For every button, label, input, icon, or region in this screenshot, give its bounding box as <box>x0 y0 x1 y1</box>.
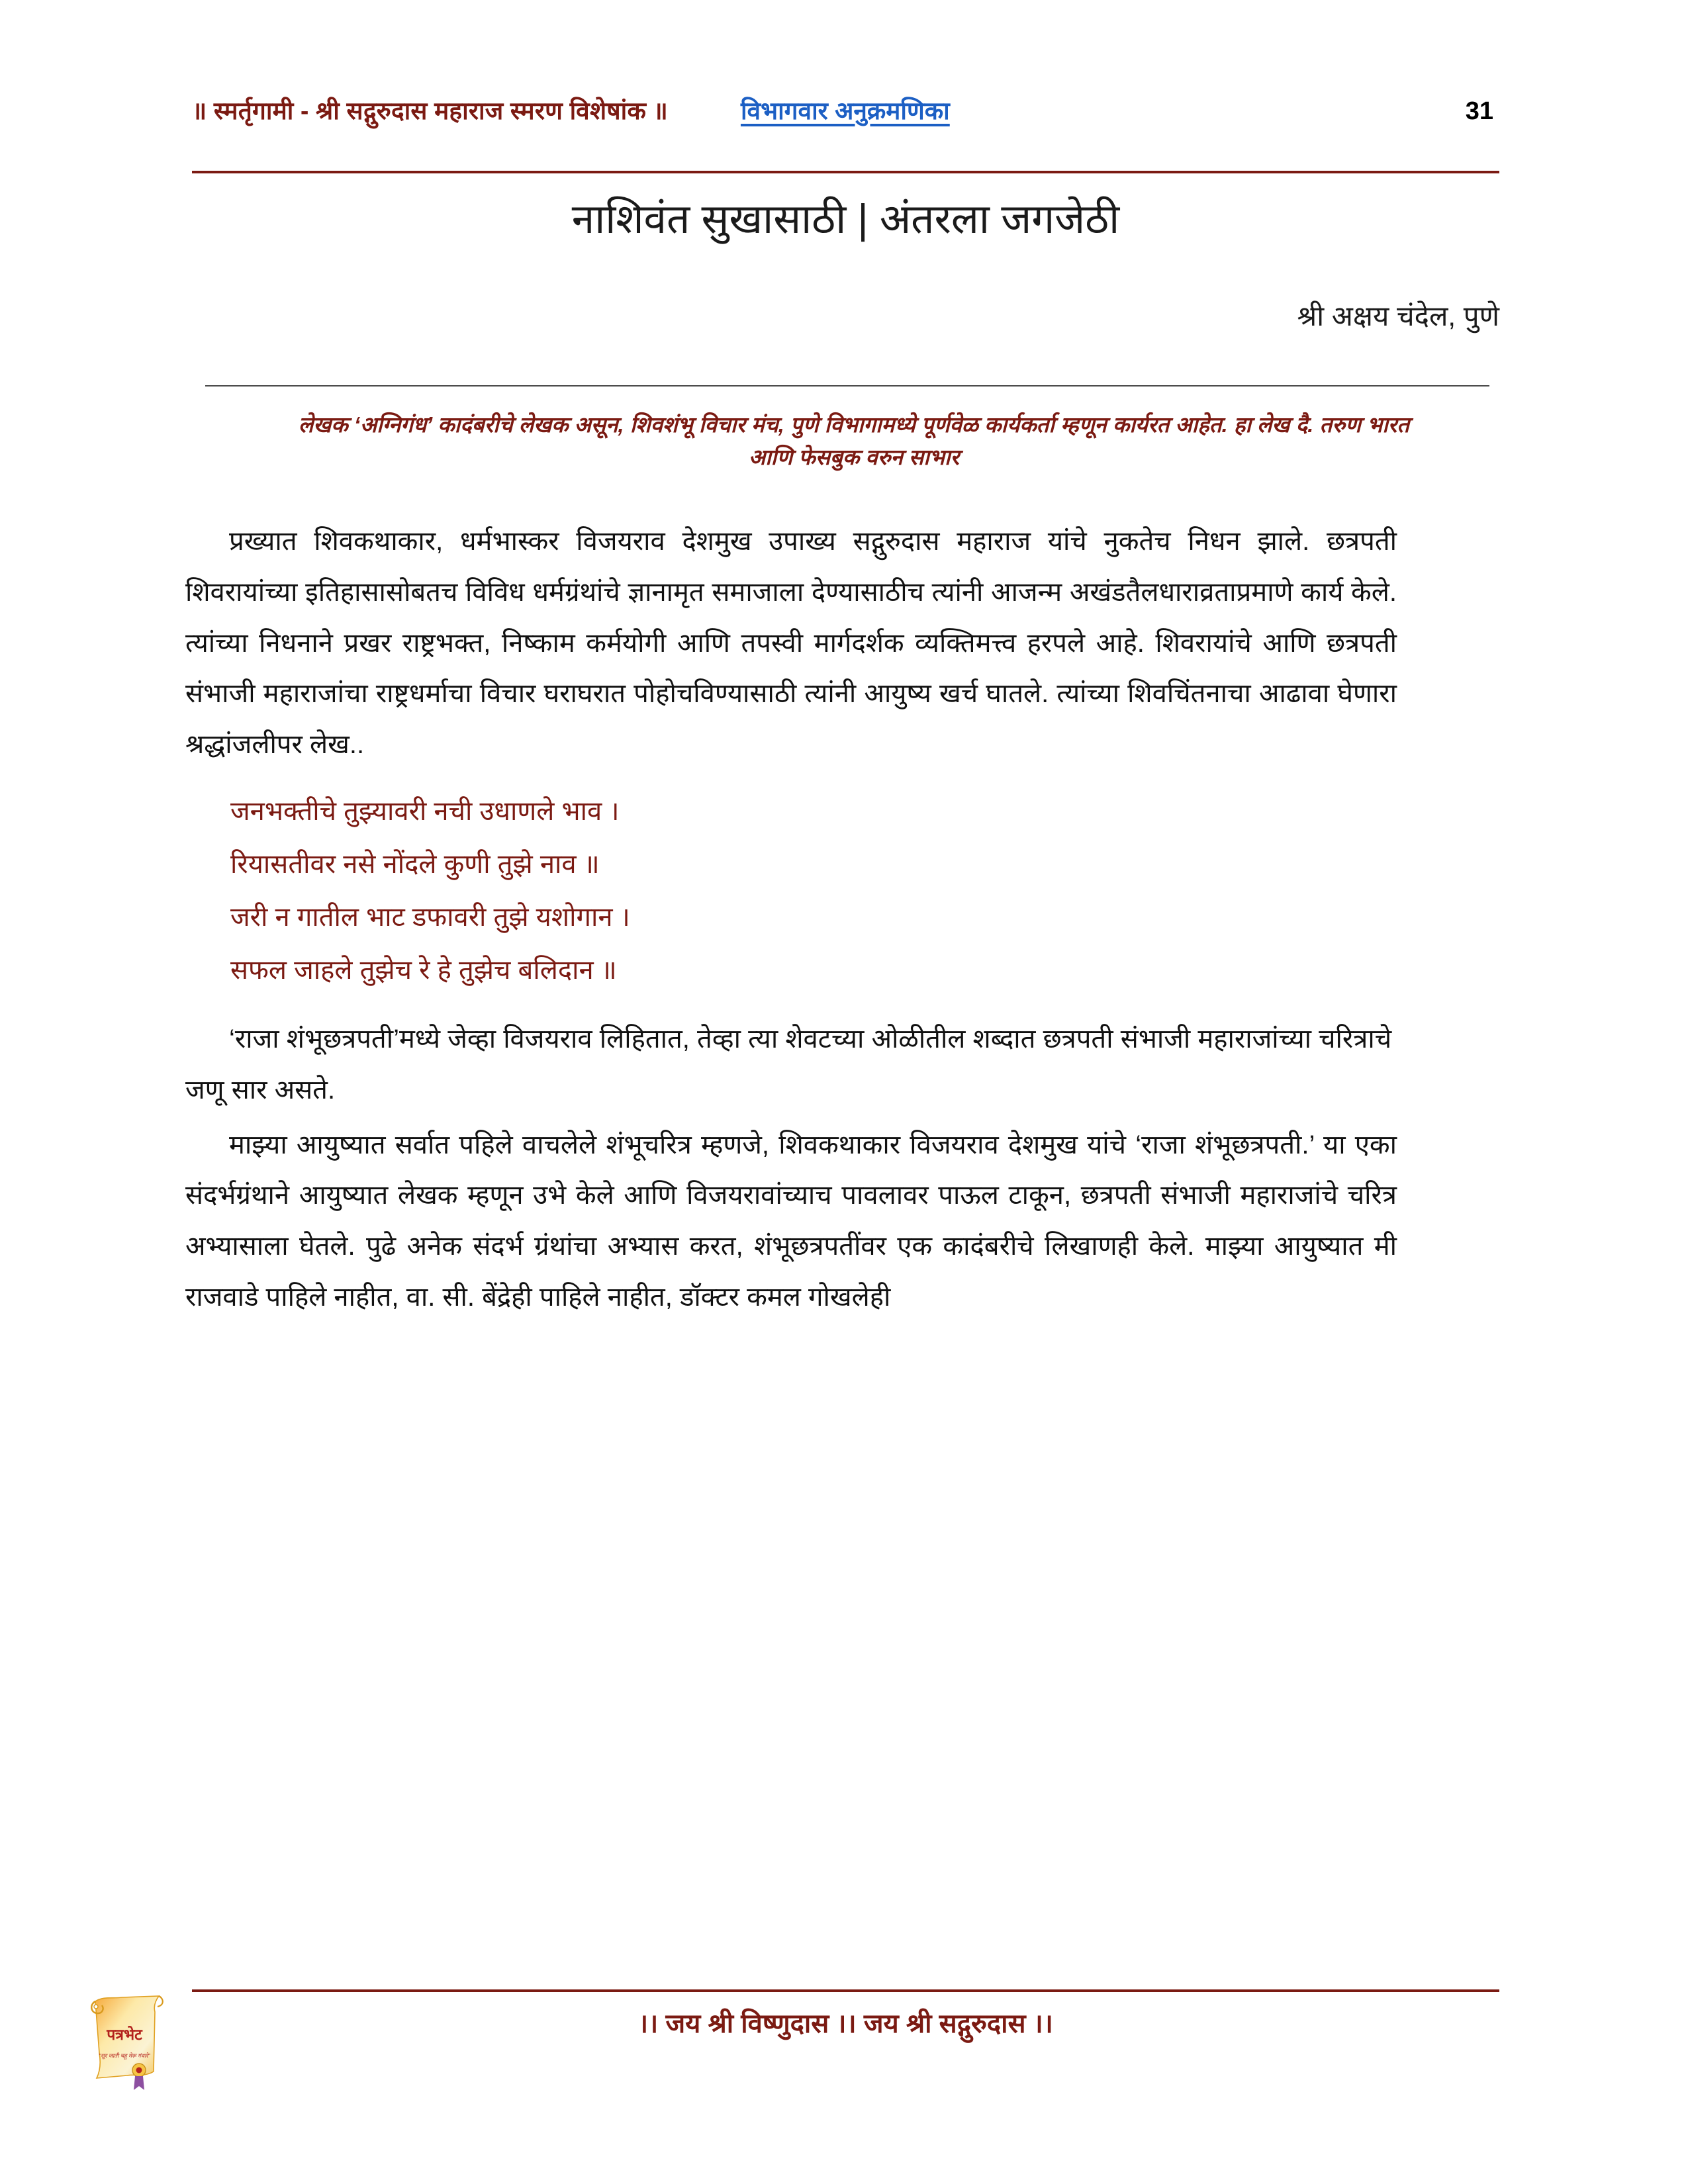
footer-mantra: ।। जय श्री विष्णुदास ।। जय श्री सद्गुरुदास ।। <box>638 2009 1053 2038</box>
article-byline: श्री अक्षय चंदेल, पुणे <box>1297 300 1499 332</box>
verse-line: जरी न गातील भाट डफावरी तुझे यशोगान । <box>230 902 630 932</box>
byline-divider <box>205 385 1489 387</box>
header-divider <box>192 171 1499 173</box>
section-index-link[interactable]: विभागवार अनुक्रमणिका <box>740 97 950 124</box>
article-body <box>185 516 1397 1327</box>
editor-note: लेखक ‘अग्निगंध’ कादंबरीचे लेखक असून, शिवशंभू विचार मंच, पुणे विभागामध्ये पूर्णवेळ कार्यकर्ता म्हणून कार्यरत आहेत. हा लेख दै. तरुण भारत आणि फेसबुक वरुन साभार <box>298 412 1410 469</box>
footer-divider <box>192 1989 1499 1992</box>
patrabhet-scroll-logo <box>85 1992 171 2091</box>
verse-line: रियासतीवर नसे नोंदले कुणी तुझे नाव ॥ <box>230 849 600 879</box>
paragraph: माझ्या आयुष्यात सर्वात पहिले वाचलेले शंभूचरित्र म्हणजे, शिवकथाकार विजयराव देशमुख यांचे ‘राजा शंभूछत्रपती.’ या एका संदर्भग्रंथाने आयुष्यात लेखक म्हणून उभे केले आणि विजयरावांच्याच पावलावर पाऊल टाकून, छत्रपती संभाजी महाराजांचे चरित्र अभ्यासाला घेतले. पुढे अनेक संदर्भ ग्रंथांचा अभ्यास करत, शंभूछत्रपतींवर एक कादंबरीचे लिखाणही केले. माझ्या आयुष्यात मी राजवाडे पाहिले नाहीत, वा. सी. बेंद्रेही पाहिले नाहीत, डॉक्टर कमल गोखलेही <box>185 1130 1397 1312</box>
page-header <box>192 93 1503 126</box>
verse-line: जनभक्तीचे तुझ्यावरी नची उधाणले भाव । <box>230 796 620 826</box>
issue-title: ॥ स्मर्तृगामी - श्री सद्गुरुदास महाराज स्मरण विशेषांक ॥ <box>192 97 668 124</box>
verse-line: सफल जाहले तुझेच रे हे तुझेच बलिदान ॥ <box>230 955 617 985</box>
paragraph: प्रख्यात शिवकथाकार, धर्मभास्कर विजयराव देशमुख उपाख्य सद्गुरुदास महाराज यांचे नुकतेच निधन झाले. छत्रपती शिवरायांच्या इतिहासासोबतच विविध धर्मग्रंथांचे ज्ञानामृत समाजाला देण्यासाठीच त्यांनी आजन्म अखंडतैलधाराव्रताप्रमाणे कार्य केले. त्यांच्या निधनाने प्रखर राष्ट्रभक्त, निष्काम कर्मयोगी आणि तपस्वी मार्गदर्शक व्यक्तिमत्त्व हरपले आहे. शिवरायांचे आणि छत्रपती संभाजी महाराजांचा राष्ट्रधर्माचा विचार घराघरात पोहोचविण्यासाठी त्यांनी आयुष्य खर्च घातले. त्यांच्या शिवचिंतनाचा आढावा घेणारा श्रद्धांजलीपर लेख.. <box>185 527 1397 760</box>
paragraph: ‘राजा शंभूछत्रपती’मध्ये जेव्हा विजयराव लिहितात, तेव्हा त्या शेवटच्या ओळीतील शब्दात छत्रपती संभाजी महाराजांच्या चरित्राचे जणू सार असते. <box>185 1024 1392 1105</box>
article-title: नाशिवंत सुखासाठी | अंतरला जगजेठी <box>571 197 1120 242</box>
logo-title-text: पत्रभेट <box>107 2026 142 2043</box>
page-number: 31 <box>1465 97 1493 125</box>
logo-tagline-text: "सूर जाती चहू मेरू गंधारे" <box>99 2052 150 2059</box>
verse-block <box>185 785 1397 997</box>
